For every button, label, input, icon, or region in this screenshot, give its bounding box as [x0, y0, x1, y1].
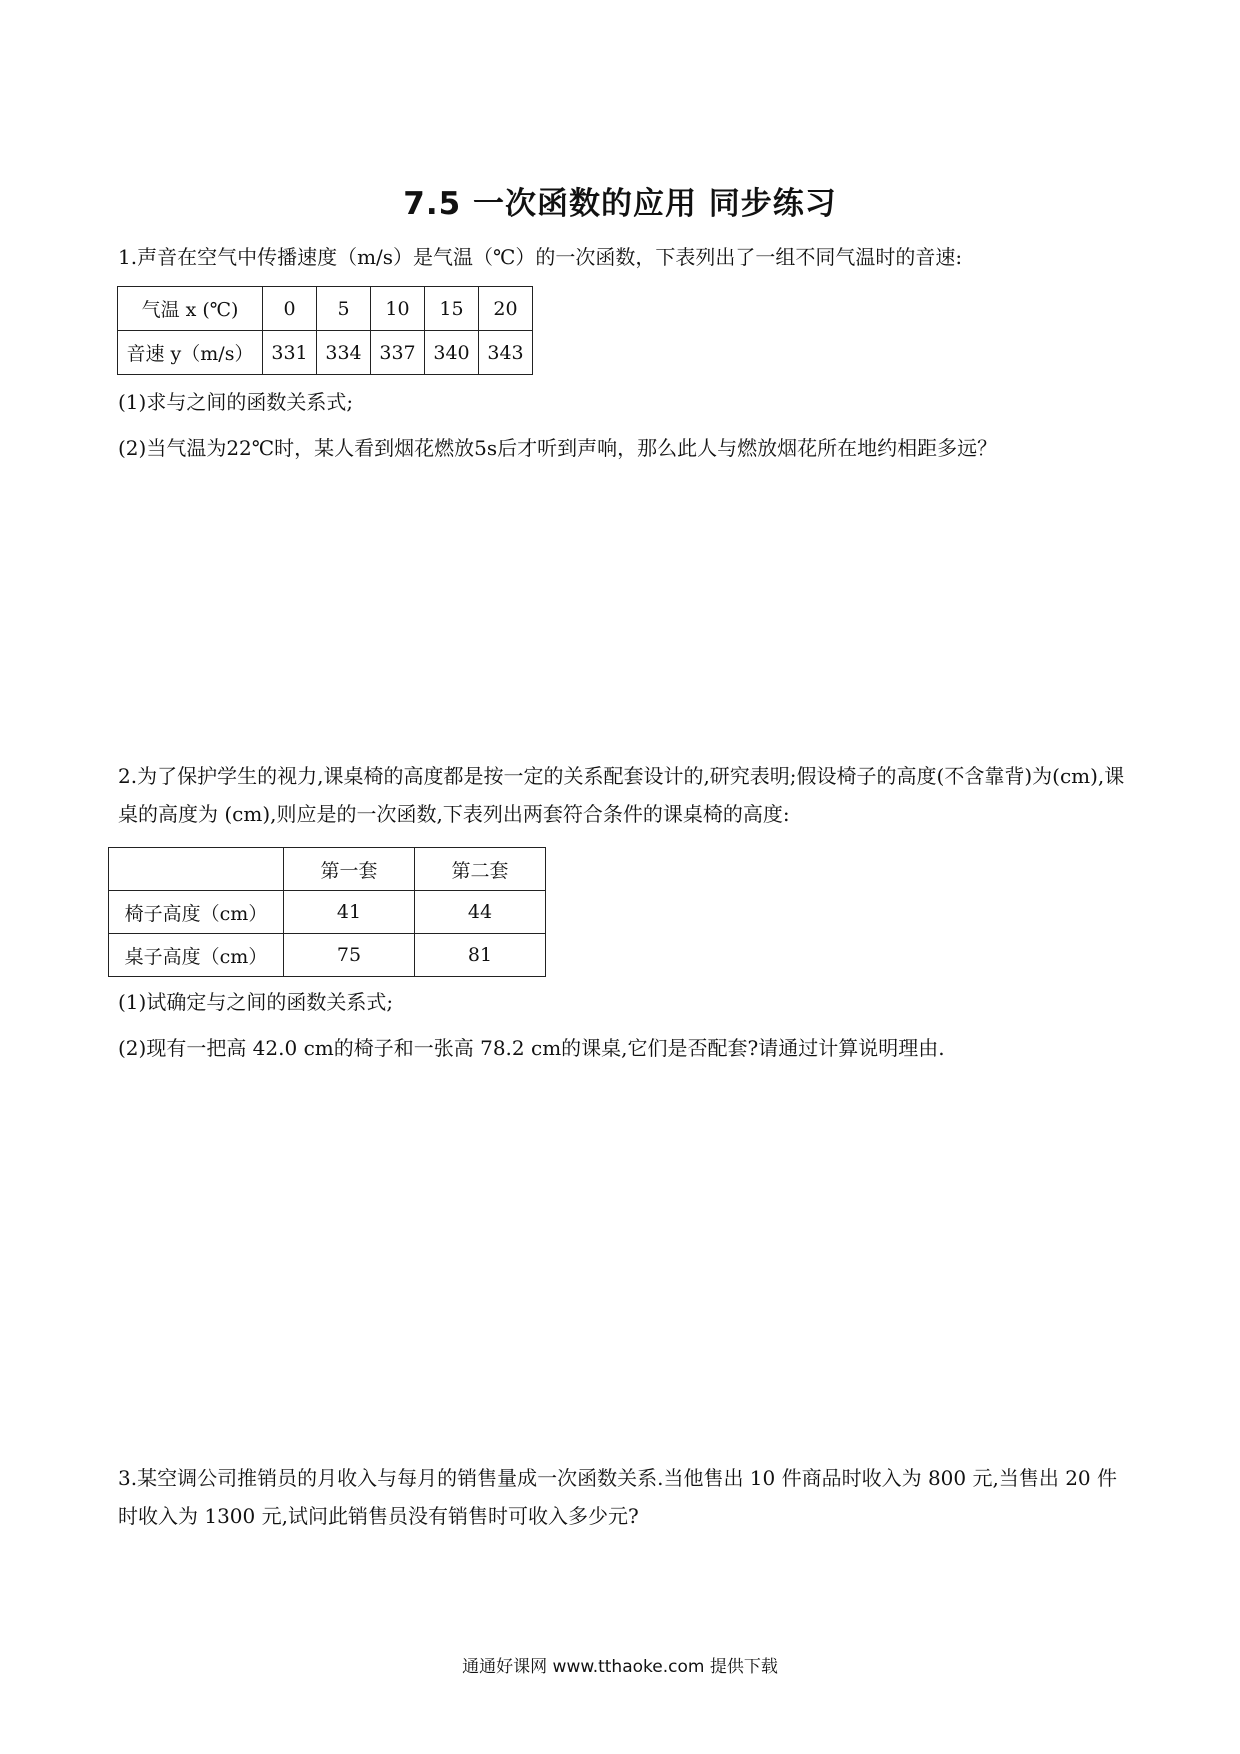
question-1-table — [117, 286, 533, 375]
table-cell-label: 椅子高度（cm） — [109, 891, 284, 934]
table-cell: 331 — [263, 331, 317, 375]
table-cell-label: 音速 y（m/s） — [118, 331, 263, 375]
question-3-text: 3.某空调公司推销员的月收入与每月的销售量成一次函数关系.当他售出 10 件商品时收入为 800 元,当售出 20 件时收入为 1300 元,试问此销售员没有销售时可收入多少元? — [118, 1466, 1118, 1528]
question-1-text: 1.声音在空气中传播速度（m/s）是气温（℃）的一次函数，下表列出了一组不同气温时的音速: — [118, 245, 963, 269]
footer-source: 通通好课网 www.tthaoke.com 提供下载 — [462, 1657, 778, 1677]
table-row — [118, 331, 533, 375]
table-cell: 343 — [479, 331, 533, 375]
table-cell: 0 — [263, 287, 317, 331]
table-cell-label: 气温 x (℃) — [118, 287, 263, 331]
table-cell-label: 桌子高度（cm） — [109, 934, 284, 977]
table-cell: 5 — [317, 287, 371, 331]
table-row — [118, 287, 533, 331]
table-cell: 20 — [479, 287, 533, 331]
table-row — [109, 891, 546, 934]
question-1-part-2: (2)当气温为22℃时，某人看到烟花燃放5s后才听到声响，那么此人与燃放烟花所在地约相距多远？ — [118, 436, 998, 460]
table-row — [109, 848, 546, 891]
table-row — [109, 934, 546, 977]
table-cell: 75 — [284, 934, 415, 977]
question-2-part-1: (1)试确定与之间的函数关系式; — [118, 990, 394, 1014]
question-1-part-1: (1)求与之间的函数关系式; — [118, 390, 354, 414]
table-cell: 334 — [317, 331, 371, 375]
table-cell: 第一套 — [284, 848, 415, 891]
table-cell: 10 — [371, 287, 425, 331]
page-title: 7.5 一次函数的应用 同步练习 — [403, 186, 837, 222]
table-cell — [109, 848, 284, 891]
table-cell: 15 — [425, 287, 479, 331]
table-cell: 340 — [425, 331, 479, 375]
question-2-part-2: (2)现有一把高 42.0 cm的椅子和一张高 78.2 cm的课桌,它们是否配套?请通过计算说明理由. — [118, 1036, 945, 1060]
table-cell: 337 — [371, 331, 425, 375]
question-2-table — [108, 847, 546, 977]
table-cell: 44 — [415, 891, 546, 934]
table-cell: 81 — [415, 934, 546, 977]
table-cell: 第二套 — [415, 848, 546, 891]
table-cell: 41 — [284, 891, 415, 934]
question-2-text: 2.为了保护学生的视力,课桌椅的高度都是按一定的关系配套设计的,研究表明;假设椅子的高度(不含靠背)为(cm),课桌的高度为 (cm),则应是的一次函数,下表列出两套符合条件的课桌椅的高度: — [118, 764, 1125, 826]
